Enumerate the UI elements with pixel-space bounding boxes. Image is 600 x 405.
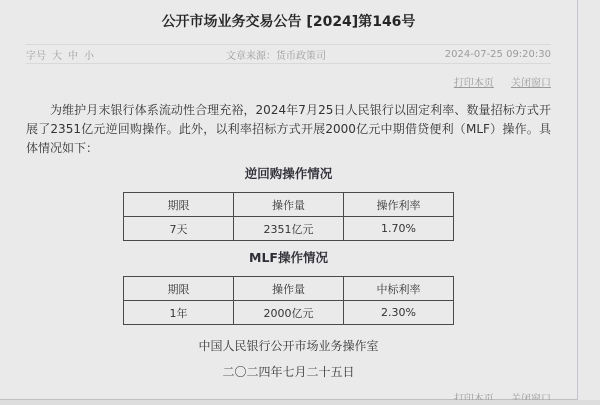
publish-datetime: 2024-07-25 09:20:30: [444, 48, 551, 60]
announcement-body: 为维护月末银行体系流动性合理充裕，2024年7月25日人民银行以固定利率、数量招标方式开展了2351亿元逆回购操作。此外，以利率招标方式开展2000亿元中期借贷便利（MLF）操作。具体情况如下：: [26, 103, 551, 155]
table-header-row: [124, 193, 454, 217]
font-size-label: 字号: [26, 50, 46, 62]
mlf-table: [123, 276, 454, 325]
mlf-rate-cell: 2.30%: [344, 301, 454, 325]
mlf-header-term: 期限: [124, 277, 234, 301]
top-action-links: [0, 74, 551, 87]
font-size-control: [26, 47, 226, 62]
issue-date: 二〇二四年七月二十五日: [222, 365, 355, 379]
print-page-link[interactable]: 打印本页: [453, 78, 494, 89]
font-size-small-button[interactable]: 小: [84, 50, 94, 62]
meta-bar: [26, 44, 551, 64]
issuer-signature: 中国人民银行公开市场业务操作室: [198, 339, 379, 353]
window-edge: [0, 400, 600, 405]
font-size-large-button[interactable]: 大: [52, 50, 62, 62]
repo-section-title: 逆回购操作情况: [244, 166, 333, 181]
article-source: 文章来源：货币政策司: [226, 50, 326, 62]
mlf-volume-cell: 2000亿元: [234, 301, 344, 325]
mlf-header-rate: 中标利率: [344, 277, 454, 301]
repo-rate-cell: 1.70%: [344, 217, 454, 241]
mlf-section-title: MLF操作情况: [249, 250, 328, 265]
repo-term-cell: 7天: [124, 217, 234, 241]
table-header-row: [124, 277, 454, 301]
repo-volume-cell: 2351亿元: [234, 217, 344, 241]
repo-header-term: 期限: [124, 193, 234, 217]
repo-header-rate: 操作利率: [344, 193, 454, 217]
font-size-medium-button[interactable]: 中: [68, 50, 78, 62]
close-window-link[interactable]: 关闭窗口: [511, 78, 551, 89]
table-row: [124, 301, 454, 325]
repo-table: [123, 192, 454, 241]
mlf-term-cell: 1年: [124, 301, 234, 325]
repo-header-volume: 操作量: [234, 193, 344, 217]
table-row: [124, 217, 454, 241]
mlf-header-volume: 操作量: [234, 277, 344, 301]
page-title: 公开市场业务交易公告 [2024]第146号: [161, 14, 416, 30]
